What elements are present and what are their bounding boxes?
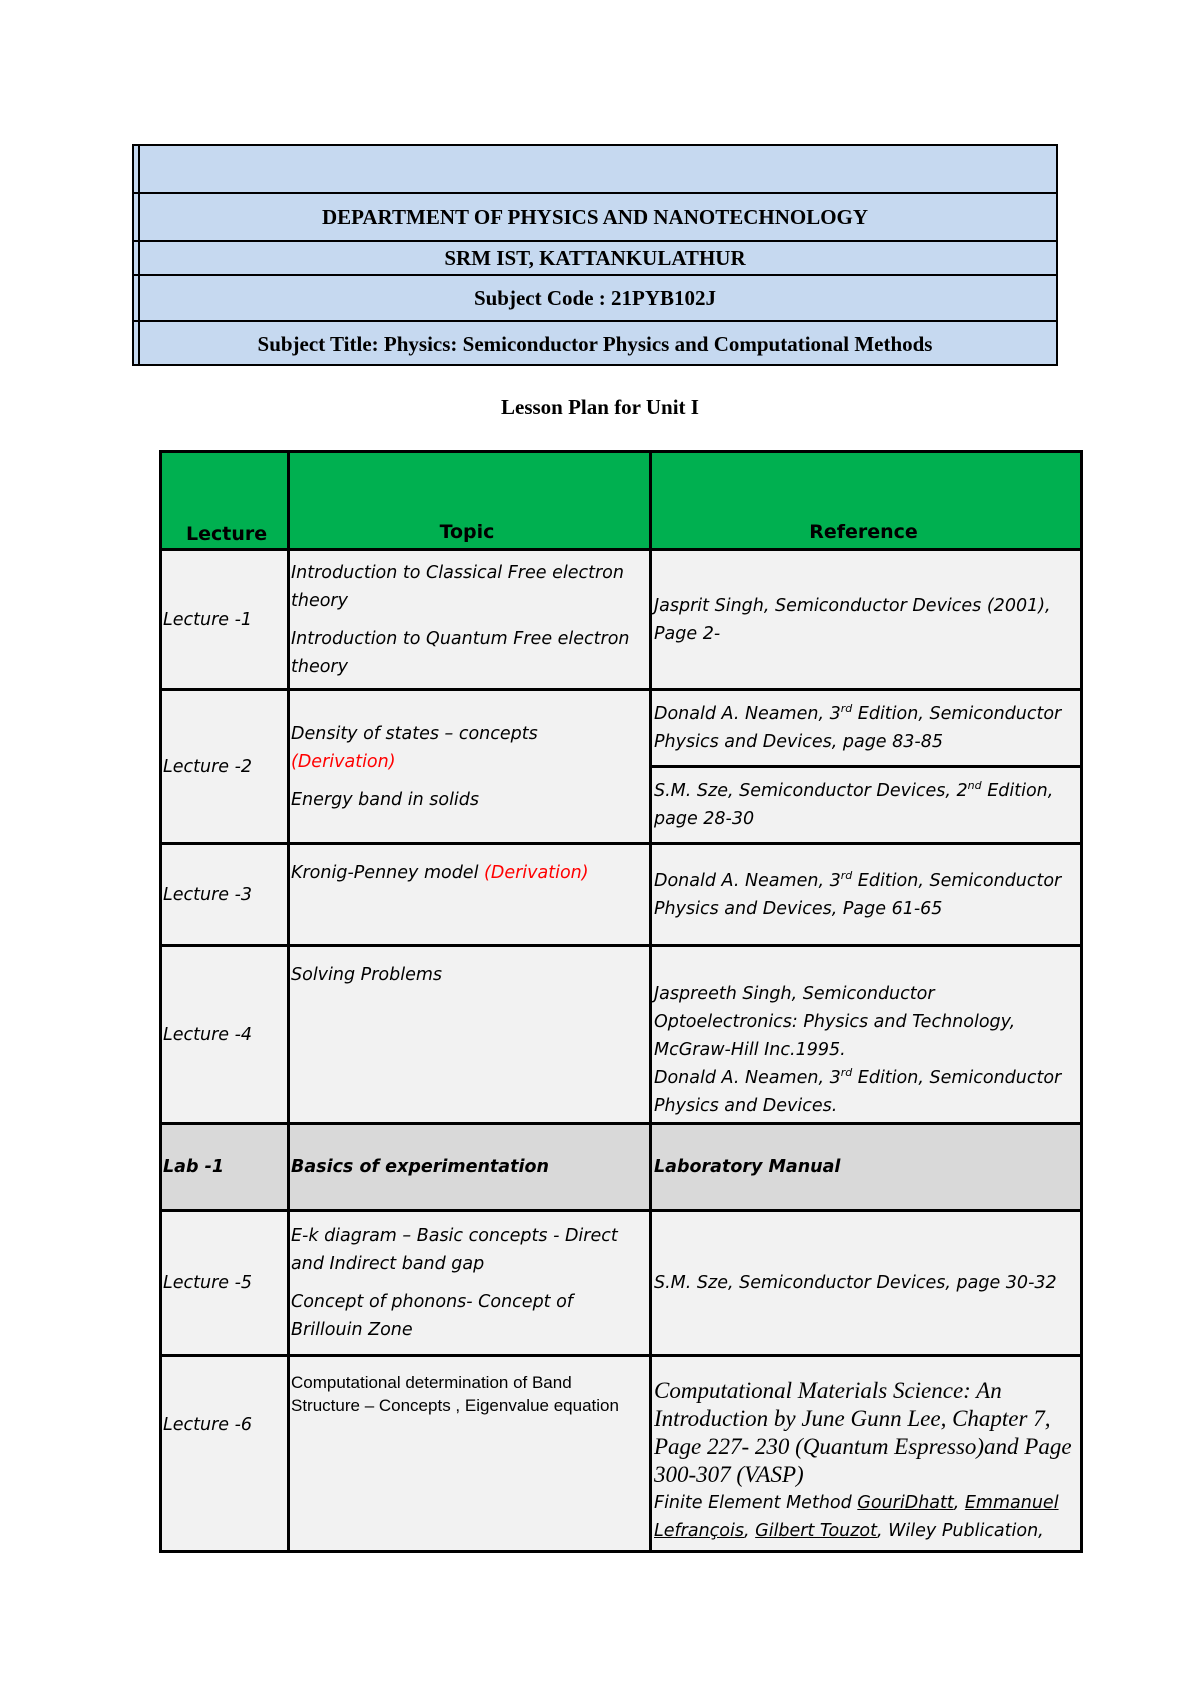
lecture-cell: Lecture -5 [161,1211,289,1356]
reference-text: S.M. Sze, Semiconductor Devices, 2 [654,781,968,801]
table-row [161,690,1082,767]
topic-label: Kronig-Penney model [291,863,479,883]
reference-cell [651,1356,1082,1552]
department-name: DEPARTMENT OF PHYSICS AND NANOTECHNOLOGY [134,194,1056,242]
subject-code: Subject Code : 21PYB102J [134,276,1056,322]
derivation-tag: (Derivation) [291,751,396,772]
reference-text: Edition, Semiconductor Physics and Devices, page 83-85 [654,704,1062,752]
reference-text [654,1489,1074,1545]
reference-text: Edition, Semiconductor Physics and Devices. [654,1068,1062,1116]
topic-label: Density of states – concepts [291,723,538,744]
reference-text: Computational Materials Science: An Introduction by June Gunn Lee, Chapter 7, Page 227- 230 (Quantum Espresso)and Page 300-307 (VASP) [654,1378,1072,1487]
topic-cell: Solving Problems [289,946,651,1124]
topic-cell: Basics of experimentation [289,1124,651,1211]
table-row [161,1356,1082,1552]
reference-text: Donald A. Neamen, 3 [654,870,841,891]
topic-cell [289,844,651,946]
reference-text: Jaspreeth Singh, Semiconductor Optoelectronics: Physics and Technology, McGraw-Hill Inc.1995. [654,984,1016,1060]
lecture-cell: Lecture -6 [161,1356,289,1552]
topic-text: Energy band in solids [291,789,480,810]
reference-cell [651,946,1082,1124]
table-row [161,844,1082,946]
ordinal-suffix: rd [840,1066,853,1080]
ordinal-suffix: nd [967,779,982,793]
topic-cell [289,1356,651,1552]
reference-cell [651,767,1082,844]
reference-cell: Laboratory Manual [651,1124,1082,1211]
institution-name: SRM IST, KATTANKULATHUR [134,242,1056,276]
author-link[interactable]: GouriDhatt [857,1493,954,1513]
topic-cell [289,1211,651,1356]
topic-cell [289,550,651,690]
header-box [132,144,1058,366]
topic-text: Introduction to Classical Free electron theory [291,562,624,611]
separator: , [953,1493,965,1513]
ordinal-suffix: rd [840,702,853,716]
separator: , [744,1521,756,1541]
derivation-tag: (Derivation) [484,863,589,883]
author-link[interactable]: Emmanuel Lefrançois [654,1493,1059,1541]
topic-text: Computational determination of Band Structure – Concepts , Eigenvalue equation [291,1373,619,1415]
lecture-cell: Lecture -2 [161,690,289,844]
lesson-plan-title: Lesson Plan for Unit I [501,395,699,419]
topic-text: Introduction to Quantum Free electron theory [291,628,630,677]
column-header-lecture: Lecture [161,452,289,550]
reference-text: Donald A. Neamen, 3 [654,1068,841,1088]
topic-text [291,720,643,776]
topic-text: E-k diagram – Basic concepts - Direct and Indirect band gap [291,1226,618,1274]
table-row [161,1124,1082,1211]
reference-text: Edition, page 28-30 [654,781,1054,829]
table-row [161,946,1082,1124]
reference-cell [651,844,1082,946]
column-header-reference: Reference [651,452,1082,550]
column-header-topic: Topic [289,452,651,550]
topic-cell [289,690,651,844]
reference-cell [651,690,1082,767]
topic-text: Concept of phonons- Concept of Brillouin Zone [291,1292,573,1340]
table-row [161,550,1082,690]
reference-cell: S.M. Sze, Semiconductor Devices, page 30-32 [651,1211,1082,1356]
reference-cell: Jasprit Singh, Semiconductor Devices (2001), Page 2- [651,550,1082,690]
reference-text: Edition, Semiconductor Physics and Devices, Page 61-65 [654,870,1062,919]
table-header-row [161,452,1082,550]
lesson-plan-table [159,450,1083,1553]
reference-text: , Wiley Publication, [877,1521,1044,1541]
lecture-cell: Lecture -1 [161,550,289,690]
header-blank-row [134,146,1056,194]
author-link[interactable]: Gilbert Touzot [755,1521,877,1541]
ordinal-suffix: rd [840,868,853,882]
subject-title: Subject Title: Physics: Semiconductor Physics and Computational Methods [257,331,933,356]
lecture-cell: Lecture -3 [161,844,289,946]
lecture-cell: Lab -1 [161,1124,289,1211]
reference-text: Donald A. Neamen, 3 [654,704,841,724]
reference-text [654,1064,1074,1120]
lecture-cell: Lecture -4 [161,946,289,1124]
reference-text: Finite Element Method [654,1493,858,1513]
table-row [161,1211,1082,1356]
